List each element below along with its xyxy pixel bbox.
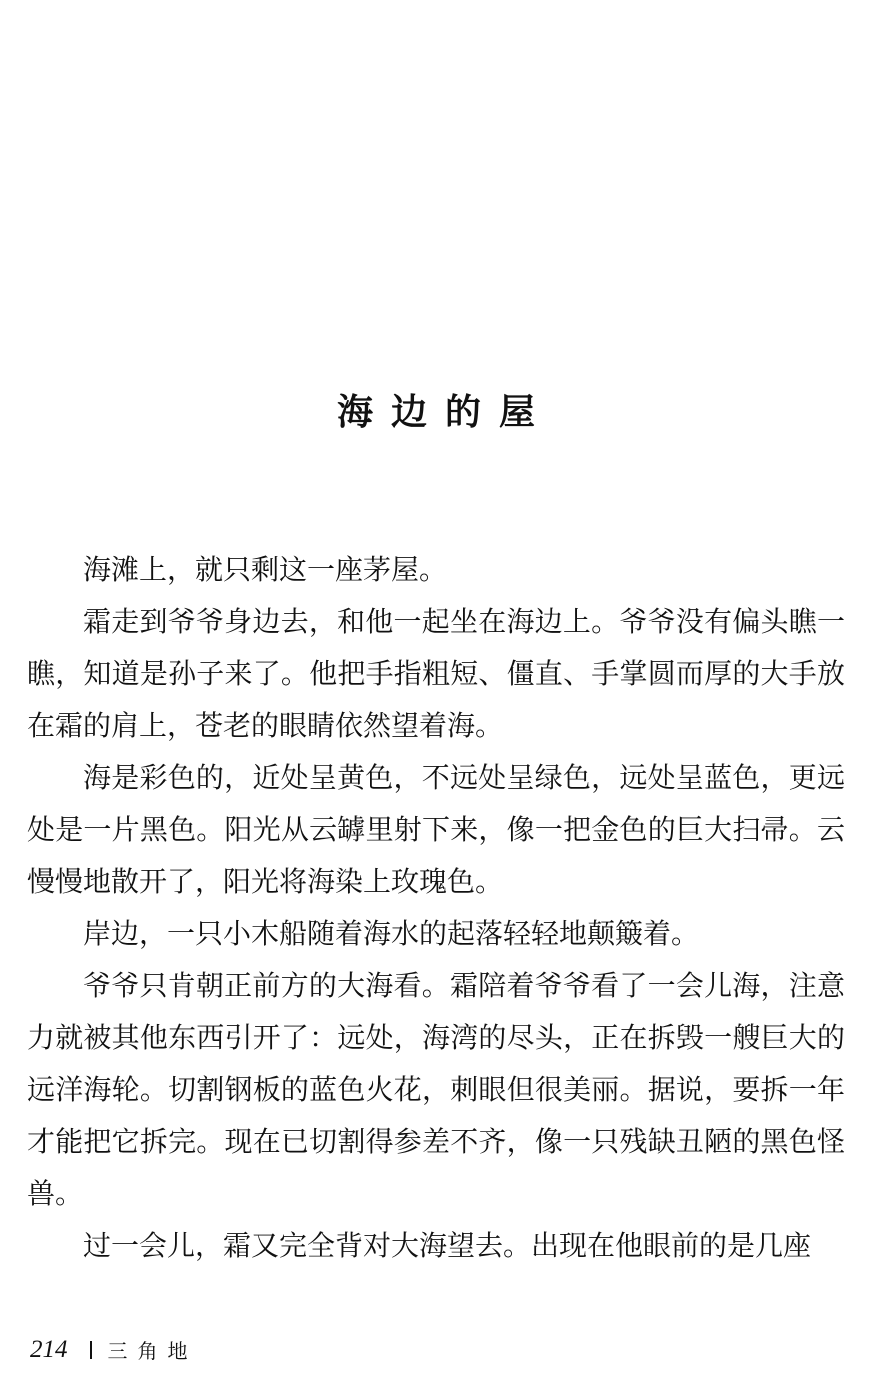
page-footer — [30, 1335, 198, 1364]
paragraph: 岸边，一只小木船随着海水的起落轻轻地颠簸着。 — [83, 917, 700, 950]
paragraph: 海是彩色的，近处呈黄色，不远处呈绿色，远处呈蓝色，更远处是一片黑色。阳光从云罅里射下来，像一把金色的巨大扫帚。云慢慢地散开了，阳光将海染上玫瑰色。 — [27, 761, 845, 898]
footer-separator — [90, 1341, 92, 1359]
paragraph: 过一会儿，霜又完全背对大海望去。出现在他眼前的是几座 — [83, 1229, 812, 1262]
chapter-title: 海边的屋 — [336, 392, 553, 433]
body-text — [27, 544, 845, 1272]
page-number: 214 — [30, 1335, 68, 1363]
running-title: 三角地 — [107, 1339, 198, 1363]
paragraph: 霜走到爷爷身边去，和他一起坐在海边上。爷爷没有偏头瞧一瞧，知道是孙子来了。他把手指粗短、僵直、手掌圆而厚的大手放在霜的肩上，苍老的眼睛依然望着海。 — [27, 605, 845, 742]
paragraph: 海滩上，就只剩这一座茅屋。 — [83, 553, 448, 586]
paragraph: 爷爷只肯朝正前方的大海看。霜陪着爷爷看了一会儿海，注意力就被其他东西引开了：远处，海湾的尽头，正在拆毁一艘巨大的远洋海轮。切割钢板的蓝色火花，刺眼但很美丽。据说，要拆一年才能把它拆完。现在已切割得参差不齐，像一只残缺丑陋的黑色怪兽。 — [27, 969, 845, 1210]
